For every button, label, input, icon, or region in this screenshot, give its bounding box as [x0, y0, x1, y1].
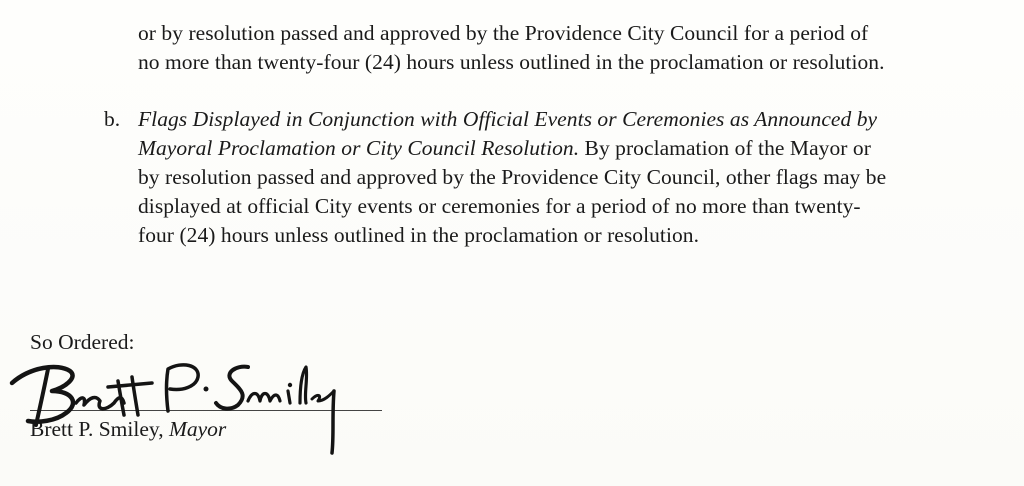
item-b-heading-line-2 — [138, 134, 871, 163]
so-ordered-label: So Ordered: — [30, 330, 135, 354]
item-b-body-line-1: by resolution passed and approved by the Providence City Council, other flags may be — [138, 165, 887, 189]
para-a-line-2: no more than twenty-four (24) hours unless outlined in the proclamation or resolution. — [138, 50, 885, 74]
signer-name: Brett P. Smiley, — [30, 417, 169, 441]
para-a-line-1: or by resolution passed and approved by the Providence City Council for a period of — [138, 21, 869, 45]
item-b-body-line-3: four (24) hours unless outlined in the proclamation or resolution. — [138, 223, 699, 247]
item-b-body-line-2: displayed at official City events or ceremonies for a period of no more than twenty- — [138, 194, 861, 218]
item-b-heading-line-1: Flags Displayed in Conjunction with Official Events or Ceremonies as Announced by — [138, 107, 878, 131]
handwritten-signature — [0, 345, 360, 465]
item-b-heading-rest: By proclamation of the Mayor or — [579, 136, 871, 160]
item-b-marker: b. — [104, 107, 121, 131]
item-b-heading-italic: Mayoral Proclamation or City Council Resolution. — [138, 136, 580, 160]
signer-title: Mayor — [168, 417, 227, 441]
